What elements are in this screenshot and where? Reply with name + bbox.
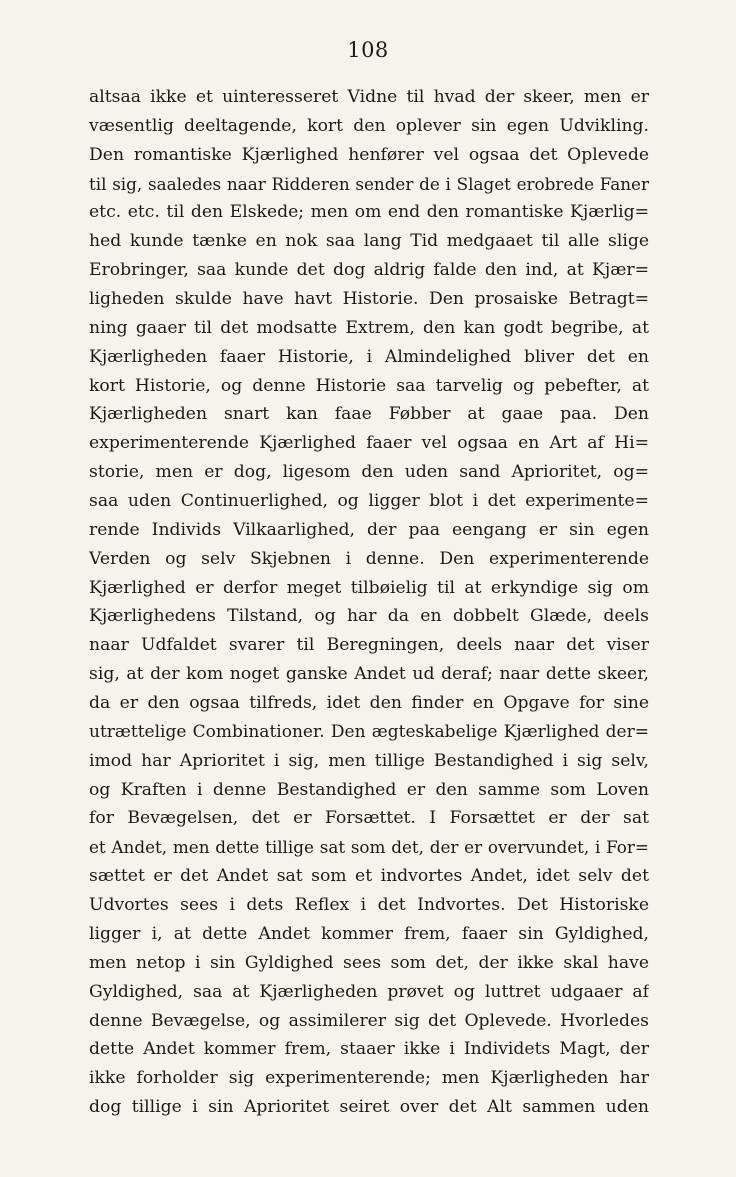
text-line: Kjærligheden snart kan faae Føbber at gaae paa. Den xyxy=(89,404,649,425)
text-line: ning gaaer til det modsatte Extrem, den kan godt begribe, at xyxy=(89,317,649,338)
text-line: storie, men er dog, ligesom den uden sand Aprioritet, og= xyxy=(89,462,649,483)
text-line: naar Udfaldet svarer til Beregningen, deels naar det viser xyxy=(89,635,649,656)
text-line: og Kraften i denne Bestandighed er den samme som Loven xyxy=(89,779,649,800)
text-line: imod har Aprioritet i sig, men tillige Bestandighed i sig selv, xyxy=(89,750,649,771)
text-line: for Bevægelsen, det er Forsættet. I Forsættet er der sat xyxy=(89,808,649,829)
text-line: ligger i, at dette Andet kommer frem, faaer sin Gyldighed, xyxy=(89,923,649,944)
text-line: altsaa ikke et uinteresseret Vidne til hvad der skeer, men er xyxy=(89,87,649,107)
body-text xyxy=(89,83,649,1122)
text-line: Kjærlighed er derfor meget tilbøielig til at erkyndige sig om xyxy=(89,577,649,598)
text-line: saa uden Continuerlighed, og ligger blot i det experimente= xyxy=(89,491,649,512)
text-line: Erobringer, saa kunde det dog aldrig falde den ind, at Kjær= xyxy=(89,260,649,281)
text-line: væsentlig deeltagende, kort den oplever sin egen Udvikling. xyxy=(89,115,649,136)
text-line: hed kunde tænke en nok saa lang Tid medgaaet til alle slige xyxy=(89,231,649,252)
text-line: men netop i sin Gyldighed sees som det, der ikke skal have xyxy=(89,952,649,973)
text-line: experimenterende Kjærlighed faaer vel ogsaa en Art af Hi= xyxy=(89,433,649,454)
text-line: Kjærligheden faaer Historie, i Almindelighed bliver det en xyxy=(89,346,649,367)
text-line: denne Bevægelse, og assimilerer sig det Oplevede. Hvorledes xyxy=(89,1010,649,1031)
text-line: sig, at der kom noget ganske Andet ud deraf; naar dette skeer, xyxy=(89,664,649,685)
text-line: dette Andet kommer frem, staaer ikke i Individets Magt, der xyxy=(89,1039,649,1060)
text-line: et Andet, men dette tillige sat som det, der er overvundet, i For= xyxy=(89,837,649,858)
page-number: 108 xyxy=(347,38,389,62)
text-line: rende Individs Vilkaarlighed, der paa eengang er sin egen xyxy=(89,519,649,540)
text-line: dog tillige i sin Aprioritet seiret over det Alt sammen uden xyxy=(89,1097,649,1118)
text-line: kort Historie, og denne Historie saa tarvelig og pebefter, at xyxy=(89,375,649,396)
text-line: til sig, saaledes naar Ridderen sender de i Slaget erobrede Faner xyxy=(89,173,649,194)
text-line: ligheden skulde have havt Historie. Den prosaiske Betragt= xyxy=(89,289,649,310)
text-line: sættet er det Andet sat som et indvortes Andet, idet selv det xyxy=(89,866,649,887)
text-line: utrættelige Combinationer. Den ægteskabelige Kjærlighed der= xyxy=(89,721,649,742)
text-line: Gyldighed, saa at Kjærligheden prøvet og luttret udgaaer af xyxy=(89,981,649,1002)
text-line: Verden og selv Skjebnen i denne. Den experimenterende xyxy=(89,548,649,569)
text-line: Den romantiske Kjærlighed henfører vel ogsaa det Oplevede xyxy=(89,144,649,165)
text-line: Udvortes sees i dets Reflex i det Indvortes. Det Historiske xyxy=(89,895,649,916)
text-line: Kjærlighedens Tilstand, og har da en dobbelt Glæde, deels xyxy=(89,606,649,627)
text-line: ikke forholder sig experimenterende; men Kjærligheden har xyxy=(89,1068,649,1089)
text-line: etc. etc. til den Elskede; men om end den romantiske Kjærlig= xyxy=(89,202,649,223)
text-line: da er den ogsaa tilfreds, idet den finder en Opgave for sine xyxy=(89,693,649,714)
